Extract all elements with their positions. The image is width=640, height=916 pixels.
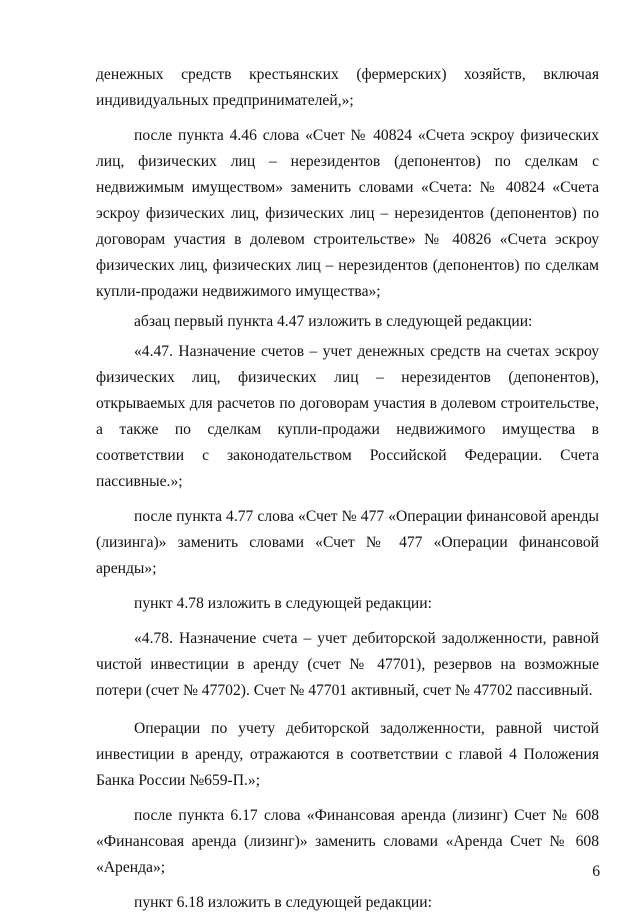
paragraph-amendment-4-47-intro: абзац первый пункта 4.47 изложить в следующей редакции: bbox=[134, 313, 533, 330]
paragraph-clause-4-78: «4.78. Назначение счета – учет дебиторской задолженности, равной чистой инвестиции в аренду (счет № 47701), резервов на возможные потери (счет № 47702). Счет № 47701 активный, счет № 47702 пассивный. bbox=[96, 630, 599, 699]
paragraph-amendment-4-46: после пункта 4.46 слова «Счет № 40824 «Счета эскроу физических лиц, физических лиц – нерезидентов (депонентов) по сделкам с недвижимым имуществом» заменить словами «Счета: № 40824 «Счета эскроу физических лиц, физических лиц – нерезидентов (депонентов) по договорам участия в долевом строительстве» № 40826 «Счета эскроу физических лиц, физических лиц – нерезидентов (депонентов) по сделкам купли-продажи недвижимого имущества»; bbox=[96, 127, 599, 300]
paragraph-clause-4-47: «4.47. Назначение счетов – учет денежных средств на счетах эскроу физических лиц, физических лиц – нерезидентов (депонентов), открываемых для расчетов по договорам участия в долевом строительстве, а также по сделкам купли-продажи недвижимого имущества в соответствии с законодательством Российской Федерации. Счета пассивные.»; bbox=[96, 343, 599, 490]
paragraph-amendment-4-77: после пункта 4.77 слова «Счет № 477 «Операции финансовой аренды (лизинга)» заменить словами «Счет № 477 «Операции финансовой аренды»; bbox=[96, 508, 599, 577]
paragraph-operations: Операции по учету дебиторской задолженности, равной чистой инвестиции в аренду, отражаются в соответствии с главой 4 Положения Банка России №659-П.»; bbox=[96, 720, 599, 789]
page-number: 6 bbox=[592, 863, 600, 880]
document-body bbox=[96, 62, 599, 916]
paragraph-continuation: денежных средств крестьянских (фермерских) хозяйств, включая индивидуальных предпринимателей,»; bbox=[96, 66, 599, 109]
paragraph-amendment-4-78-intro: пункт 4.78 изложить в следующей редакции: bbox=[134, 595, 432, 612]
paragraph-amendment-6-18-intro: пункт 6.18 изложить в следующей редакции: bbox=[134, 894, 432, 911]
paragraph-amendment-6-17: после пункта 6.17 слова «Финансовая аренда (лизинг) Счет № 608 «Финансовая аренда (лизинг)» заменить словами «Аренда Счет № 608 «Аренда»; bbox=[96, 807, 599, 876]
